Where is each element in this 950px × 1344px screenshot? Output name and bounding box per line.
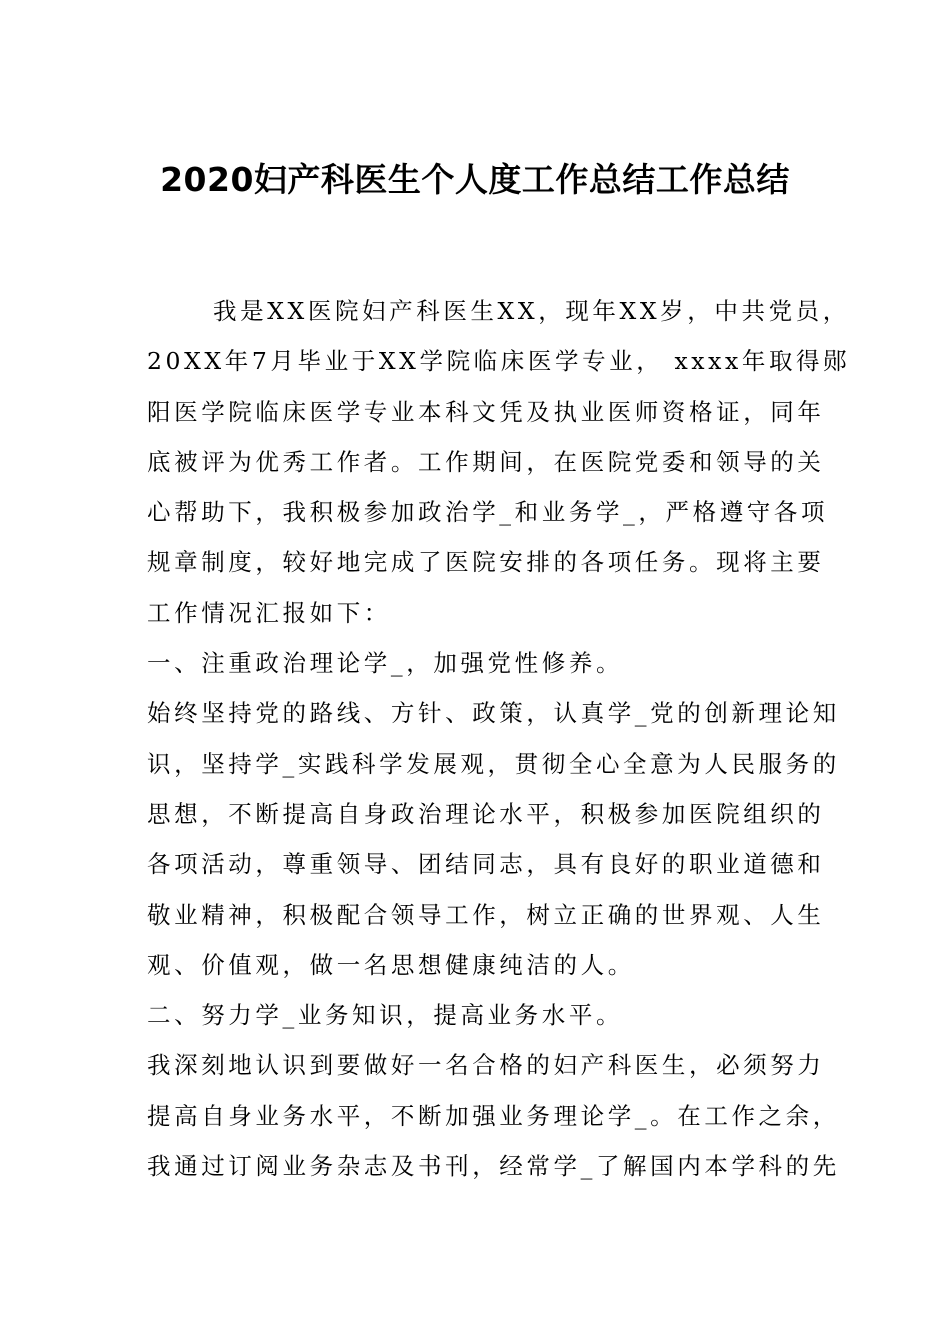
body-line: 识，坚持学_实践科学发展观，贯彻全心全意为人民服务的 (147, 749, 840, 778)
body-line: 阳医学院临床医学专业本科文凭及执业医师资格证，同年 (147, 397, 825, 426)
body-line: 20XX年7月毕业于XX学院临床医学专业， xxxx年取得郧 (147, 347, 851, 376)
body-line: 心帮助下，我积极参加政治学_和业务学_，严格遵守各项 (147, 498, 829, 527)
document-title: 2020妇产科医生个人度工作总结工作总结 (160, 160, 790, 199)
section-heading-2: 二、努力学_业务知识，提高业务水平。 (147, 1001, 624, 1030)
body-line: 规章制度，较好地完成了医院安排的各项任务。现将主要 (147, 548, 825, 577)
section-heading-1: 一、注重政治理论学_，加强党性修养。 (147, 649, 624, 678)
document-body (147, 286, 851, 1191)
body-line: 各项活动，尊重领导、团结同志，具有良好的职业道德和 (147, 850, 825, 879)
body-line: 我深刻地认识到要做好一名合格的妇产科医生，必须努力 (147, 1051, 825, 1080)
body-line: 观、价值观，做一名思想健康纯洁的人。 (147, 950, 635, 979)
body-line: 思想，不断提高自身政治理论水平，积极参加医院组织的 (147, 799, 825, 828)
body-line: 我是XX医院妇产科医生XX，现年XX岁，中共党员， (213, 297, 850, 325)
body-line: 提高自身业务水平，不断加强业务理论学_。在工作之余， (147, 1101, 840, 1130)
body-line: 我通过订阅业务杂志及书刊，经常学_了解国内本学科的先 (147, 1152, 840, 1181)
body-line: 敬业精神，积极配合领导工作，树立正确的世界观、人生 (147, 900, 825, 929)
body-line: 底被评为优秀工作者。工作期间，在医院党委和领导的关 (147, 447, 825, 476)
body-line: 工作情况汇报如下： (147, 598, 391, 627)
body-line: 始终坚持党的路线、方针、政策，认真学_党的创新理论知 (147, 699, 840, 728)
